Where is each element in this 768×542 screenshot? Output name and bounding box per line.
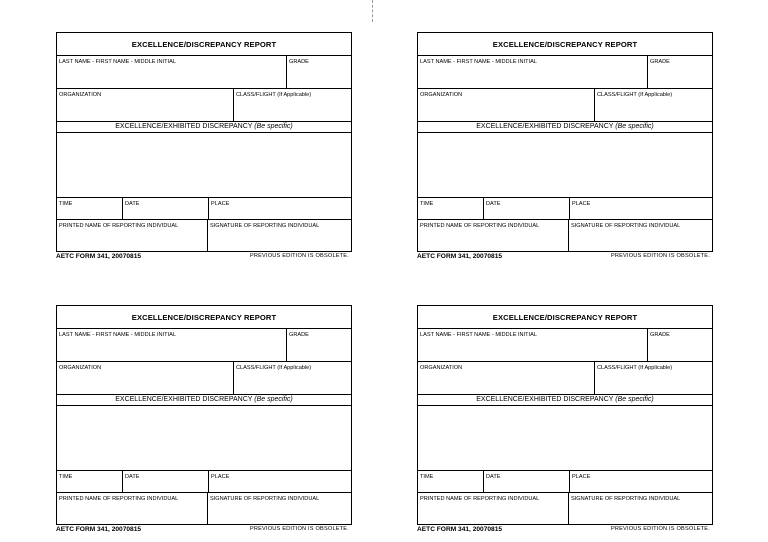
name-field[interactable] <box>418 56 647 88</box>
signature-field[interactable] <box>207 493 351 524</box>
organization-label: ORGANIZATION <box>59 365 102 371</box>
discrepancy-text-area[interactable] <box>418 133 712 198</box>
edition-note: PREVIOUS EDITION IS OBSOLETE. <box>249 253 349 259</box>
class-flight-label: CLASS/FLIGHT (If Applicable) <box>597 365 673 371</box>
time-date-place-row <box>418 198 712 220</box>
date-label: DATE <box>125 201 140 207</box>
class-flight-field[interactable] <box>594 362 712 394</box>
form-footer <box>56 253 352 263</box>
org-row <box>418 89 712 122</box>
printed-name-label: PRINTED NAME OF REPORTING INDIVIDUAL <box>420 223 540 229</box>
date-label: DATE <box>125 474 140 480</box>
excellence-header <box>57 123 351 130</box>
signature-label: SIGNATURE OF REPORTING INDIVIDUAL <box>571 496 681 502</box>
place-label: PLACE <box>572 201 591 207</box>
organization-field[interactable] <box>418 89 594 121</box>
organization-label: ORGANIZATION <box>420 92 463 98</box>
name-row <box>57 56 351 89</box>
place-field[interactable] <box>208 471 351 492</box>
printed-name-field[interactable] <box>57 493 207 524</box>
printed-name-label: PRINTED NAME OF REPORTING INDIVIDUAL <box>59 496 179 502</box>
grade-field[interactable] <box>647 56 712 88</box>
organization-field[interactable] <box>418 362 594 394</box>
date-label: DATE <box>486 474 501 480</box>
printed-name-field[interactable] <box>57 220 207 251</box>
report-form <box>417 305 713 525</box>
form-title: EXCELLENCE/DISCREPANCY REPORT <box>492 313 638 322</box>
signature-row <box>418 220 712 251</box>
place-label: PLACE <box>211 474 230 480</box>
name-label: LAST NAME - FIRST NAME - MIDDLE INITIAL <box>59 59 176 65</box>
grade-field[interactable] <box>286 56 351 88</box>
date-field[interactable] <box>122 198 208 219</box>
edition-note: PREVIOUS EDITION IS OBSOLETE. <box>610 253 710 259</box>
report-form <box>56 305 352 525</box>
be-specific-note: (Be specific) <box>254 123 293 130</box>
printed-name-field[interactable] <box>418 493 568 524</box>
name-field[interactable] <box>57 56 286 88</box>
discrepancy-text-area[interactable] <box>57 133 351 198</box>
organization-label: ORGANIZATION <box>59 92 102 98</box>
name-field[interactable] <box>418 329 647 361</box>
edition-note: PREVIOUS EDITION IS OBSOLETE. <box>249 526 349 532</box>
signature-field[interactable] <box>568 220 712 251</box>
excellence-label: EXCELLENCE/EXHIBITED DISCREPANCY <box>115 123 253 130</box>
date-label: DATE <box>486 201 501 207</box>
class-flight-label: CLASS/FLIGHT (If Applicable) <box>597 92 673 98</box>
cut-line <box>372 0 373 22</box>
form-title-row <box>418 306 712 329</box>
time-field[interactable] <box>418 198 483 219</box>
class-flight-field[interactable] <box>233 89 351 121</box>
excellence-label: EXCELLENCE/EXHIBITED DISCREPANCY <box>476 123 614 130</box>
excellence-label: EXCELLENCE/EXHIBITED DISCREPANCY <box>476 396 614 403</box>
org-row <box>57 89 351 122</box>
org-row <box>418 362 712 395</box>
time-field[interactable] <box>57 471 122 492</box>
form-footer <box>417 526 713 536</box>
signature-row <box>57 220 351 251</box>
time-label: TIME <box>420 474 434 480</box>
time-date-place-row <box>418 471 712 493</box>
excellence-header-row <box>418 395 712 406</box>
form-title-row <box>57 33 351 56</box>
form-title: EXCELLENCE/DISCREPANCY REPORT <box>131 313 277 322</box>
form-number: AETC FORM 341, 20070815 <box>417 253 503 260</box>
name-label: LAST NAME - FIRST NAME - MIDDLE INITIAL <box>420 59 537 65</box>
name-row <box>418 329 712 362</box>
excellence-label: EXCELLENCE/EXHIBITED DISCREPANCY <box>115 396 253 403</box>
form-title-row <box>418 33 712 56</box>
place-label: PLACE <box>572 474 591 480</box>
organization-field[interactable] <box>57 362 233 394</box>
discrepancy-text-area[interactable] <box>418 406 712 471</box>
name-label: LAST NAME - FIRST NAME - MIDDLE INITIAL <box>59 332 176 338</box>
signature-label: SIGNATURE OF REPORTING INDIVIDUAL <box>210 223 320 229</box>
class-flight-label: CLASS/FLIGHT (If Applicable) <box>236 92 312 98</box>
be-specific-note: (Be specific) <box>615 123 654 130</box>
signature-label: SIGNATURE OF REPORTING INDIVIDUAL <box>210 496 320 502</box>
time-date-place-row <box>57 471 351 493</box>
grade-field[interactable] <box>286 329 351 361</box>
signature-row <box>418 493 712 524</box>
form-footer <box>417 253 713 263</box>
report-form <box>56 32 352 252</box>
signature-field[interactable] <box>207 220 351 251</box>
class-flight-label: CLASS/FLIGHT (If Applicable) <box>236 365 312 371</box>
name-field[interactable] <box>57 329 286 361</box>
name-label: LAST NAME - FIRST NAME - MIDDLE INITIAL <box>420 332 537 338</box>
organization-field[interactable] <box>57 89 233 121</box>
form-title-row <box>57 306 351 329</box>
printed-name-label: PRINTED NAME OF REPORTING INDIVIDUAL <box>59 223 179 229</box>
form-number: AETC FORM 341, 20070815 <box>56 526 142 533</box>
edition-note: PREVIOUS EDITION IS OBSOLETE. <box>610 526 710 532</box>
place-field[interactable] <box>569 198 712 219</box>
excellence-header <box>57 396 351 403</box>
place-label: PLACE <box>211 201 230 207</box>
excellence-header-row <box>57 122 351 133</box>
grade-label: GRADE <box>289 332 309 338</box>
be-specific-note: (Be specific) <box>254 396 293 403</box>
report-form <box>417 32 713 252</box>
organization-label: ORGANIZATION <box>420 365 463 371</box>
grade-label: GRADE <box>650 332 670 338</box>
name-row <box>57 329 351 362</box>
time-label: TIME <box>420 201 434 207</box>
excellence-header-row <box>418 122 712 133</box>
time-label: TIME <box>59 474 73 480</box>
time-label: TIME <box>59 201 73 207</box>
grade-label: GRADE <box>289 59 309 65</box>
form-title: EXCELLENCE/DISCREPANCY REPORT <box>492 40 638 49</box>
grade-field[interactable] <box>647 329 712 361</box>
form-number: AETC FORM 341, 20070815 <box>56 253 142 260</box>
grade-label: GRADE <box>650 59 670 65</box>
time-field[interactable] <box>57 198 122 219</box>
be-specific-note: (Be specific) <box>615 396 654 403</box>
printed-name-label: PRINTED NAME OF REPORTING INDIVIDUAL <box>420 496 540 502</box>
excellence-header-row <box>57 395 351 406</box>
place-field[interactable] <box>569 471 712 492</box>
signature-row <box>57 493 351 524</box>
excellence-header <box>418 396 712 403</box>
excellence-header <box>418 123 712 130</box>
class-flight-field[interactable] <box>233 362 351 394</box>
time-field[interactable] <box>418 471 483 492</box>
date-field[interactable] <box>483 471 569 492</box>
discrepancy-text-area[interactable] <box>57 406 351 471</box>
name-row <box>418 56 712 89</box>
form-title: EXCELLENCE/DISCREPANCY REPORT <box>131 40 277 49</box>
place-field[interactable] <box>208 198 351 219</box>
time-date-place-row <box>57 198 351 220</box>
date-field[interactable] <box>483 198 569 219</box>
printed-name-field[interactable] <box>418 220 568 251</box>
class-flight-field[interactable] <box>594 89 712 121</box>
form-footer <box>56 526 352 536</box>
org-row <box>57 362 351 395</box>
signature-field[interactable] <box>568 493 712 524</box>
date-field[interactable] <box>122 471 208 492</box>
signature-label: SIGNATURE OF REPORTING INDIVIDUAL <box>571 223 681 229</box>
form-number: AETC FORM 341, 20070815 <box>417 526 503 533</box>
